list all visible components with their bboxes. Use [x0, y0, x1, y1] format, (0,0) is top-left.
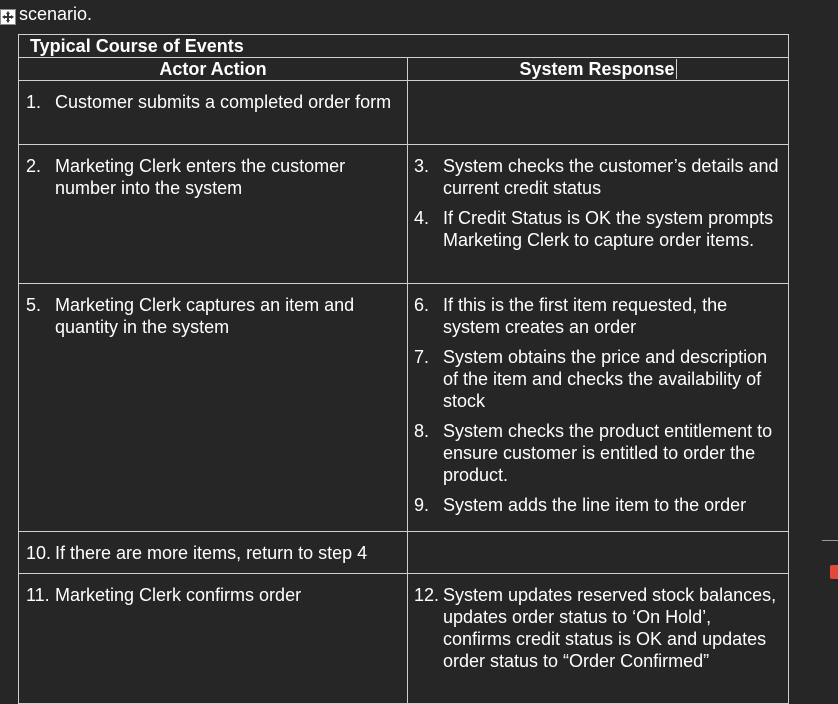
step-item: 9. System adds the line item to the order: [414, 495, 747, 515]
table-row: [19, 284, 789, 532]
actor-cell: [19, 574, 408, 704]
actor-cell: [19, 532, 408, 574]
table-title-row: [19, 35, 789, 58]
step-item: 6. If this is the first item requested, the system creates an order: [414, 295, 728, 337]
intro-text: scenario.: [19, 4, 93, 24]
actor-cell: [19, 81, 408, 145]
panel-divider: [822, 540, 838, 541]
table-row: [19, 145, 789, 284]
system-cell: [408, 532, 789, 574]
step-item: 12. System updates reserved stock balances, updates order status to ‘On Hold’, confirms credit status is OK and updates order status to “Order Confirmed”: [414, 585, 777, 671]
step-item: 8. System checks the product entitlement to ensure customer is entitled to order the product.: [414, 421, 773, 485]
adjacent-panel-edge: [822, 0, 838, 694]
step-item: 7. System obtains the price and description of the item and checks the availability of stock: [414, 347, 768, 411]
table-row: [19, 81, 789, 145]
system-cell: [408, 574, 789, 704]
system-cell: [408, 81, 789, 145]
table-header-row: [19, 58, 789, 81]
step-item: 3. System checks the customer’s details and current credit status: [414, 156, 779, 198]
table-move-handle-icon[interactable]: [0, 9, 16, 25]
actor-cell: [19, 284, 408, 532]
actor-action-header: Actor Action: [19, 58, 408, 81]
step-item: 10. If there are more items, return to step 4: [26, 543, 368, 563]
step-item: 1. Customer submits a completed order form: [26, 92, 392, 112]
app-icon: [830, 565, 838, 579]
actor-cell: [19, 145, 408, 284]
step-item: 4. If Credit Status is OK the system prompts Marketing Clerk to capture order items.: [414, 208, 774, 250]
system-response-header: System Response: [408, 58, 789, 81]
system-cell: [408, 284, 789, 532]
table-title: Typical Course of Events: [19, 35, 789, 58]
table-row: [19, 532, 789, 574]
previous-line-fragment: [0, 0, 838, 6]
system-cell: [408, 145, 789, 284]
table-row: [19, 574, 789, 704]
step-item: 11. Marketing Clerk confirms order: [26, 585, 302, 605]
step-item: 2. Marketing Clerk enters the customer number into the system: [26, 156, 346, 198]
step-item: 5. Marketing Clerk captures an item and quantity in the system: [26, 295, 355, 337]
use-case-table: [18, 34, 789, 704]
four-arrows-icon: [2, 11, 14, 23]
